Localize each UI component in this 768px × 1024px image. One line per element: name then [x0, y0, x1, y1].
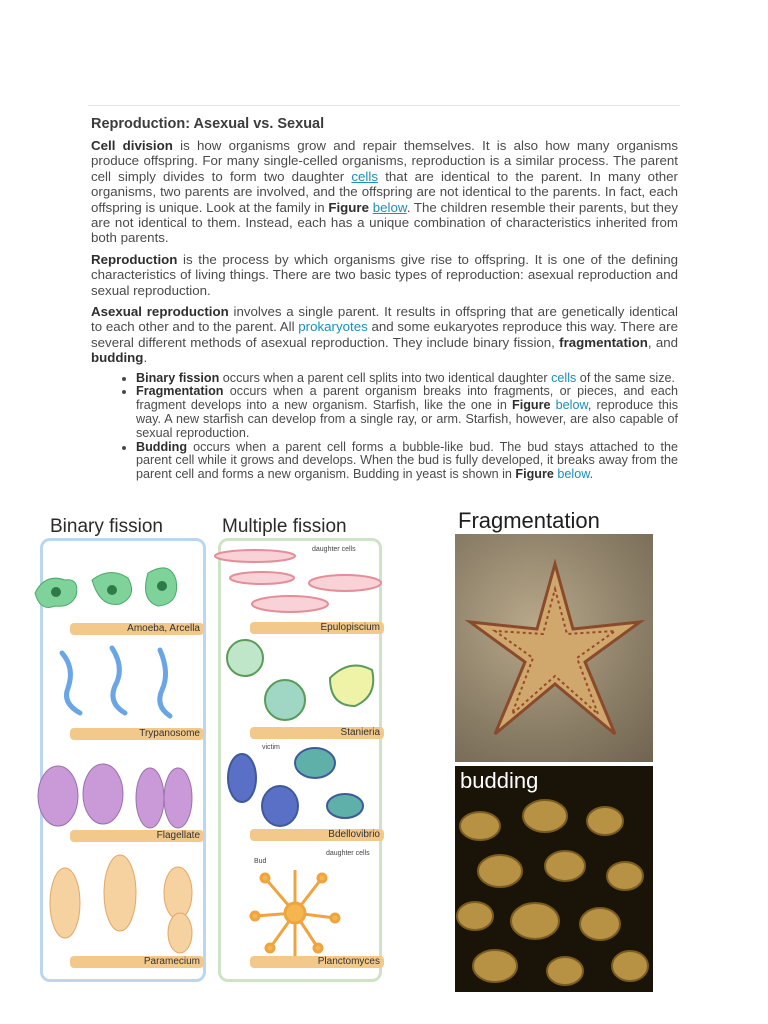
top-divider — [88, 105, 680, 106]
text: . — [143, 350, 148, 366]
annotation-daughter-cells: daughter cells — [312, 546, 356, 553]
bullet-term: Binary fission — [136, 370, 220, 385]
label-epulopiscium: Epulopiscium — [250, 622, 384, 634]
link-below[interactable]: below — [555, 398, 588, 413]
article — [91, 116, 678, 482]
bdellovibrio-drawing — [228, 748, 363, 826]
link-cells[interactable]: cells — [351, 168, 378, 184]
link-below[interactable]: below — [557, 467, 590, 482]
link-cells[interactable]: cells — [551, 370, 577, 385]
article-heading: Reproduction: Asexual vs. Sexual — [91, 116, 325, 132]
planctomyces-drawing — [251, 870, 339, 958]
term-budding: budding — [91, 350, 144, 366]
link-prokaryotes[interactable]: prokaryotes — [298, 319, 368, 335]
text: . — [589, 467, 594, 482]
bullet-term: Budding — [136, 439, 188, 454]
annotation-victim: victim — [262, 744, 280, 751]
paragraph-cell-division — [91, 138, 678, 246]
annotation-daughter-cells: daughter cells — [326, 850, 370, 857]
link-below[interactable]: below — [372, 199, 407, 215]
label-planctomyces: Planctomyces — [250, 956, 384, 968]
yeast-cells-icon — [455, 766, 653, 992]
starfish-icon — [455, 534, 653, 762]
paragraph-asexual — [91, 304, 678, 366]
text: is how organisms grow and repair themselves. It is also how many organisms produce offspring. For many single-celled organisms, reproduction is a similar process. The parent cell simply divides to form two daughter — [91, 138, 678, 184]
method-list — [91, 372, 678, 482]
list-item — [136, 441, 678, 482]
figure-ref: Figure — [515, 467, 554, 482]
list-item — [136, 385, 678, 440]
list-item — [136, 372, 678, 386]
term-asexual: Asexual reproduction — [91, 304, 229, 320]
text: , and — [647, 334, 678, 350]
starfish-photo — [455, 534, 653, 762]
paramecium-drawing — [50, 855, 192, 953]
text: occurs when a parent organism breaks into fragments, or pieces, and each fragment develops into a new organism. Starfish, like the one in — [136, 384, 678, 413]
trypanosome-drawing — [62, 648, 170, 716]
amoeba-drawing — [35, 568, 177, 608]
text: , reproduce this way. A new starfish can develop from a single ray, or arm. Starfish, however, are also capable of sexual reproduction. — [136, 398, 679, 440]
label-paramecium: Paramecium — [70, 956, 204, 968]
text: occurs when a parent cell forms a bubble-like bud. The bud stays attached to the parent cell while it grows and develops. When the bud is fully developed, it breaks away from the parent cell and forms a new organism. Budding in yeast is shown in — [136, 439, 678, 482]
text: and some eukaryotes reproduce this way. There are several different methods of asexual reproduction. They include binary fission, — [91, 319, 678, 350]
figure-ref: Figure — [512, 398, 551, 413]
text: that are identical to the parent. In many other organisms, two parents are involved, and the offspring are not identical to the parents. In fact, each offspring is unique. Look at the family in — [91, 168, 678, 215]
paragraph-reproduction — [91, 252, 678, 298]
text: . The children resemble their parents, but they are not identical to them. Instead, each has a unique combination of characteristics inherited from both parents. — [91, 199, 678, 246]
term-cell-division: Cell division — [91, 138, 173, 153]
flagellate-drawing — [38, 764, 192, 828]
label-amoeba: Amoeba, Arcella — [70, 623, 204, 635]
label-trypanosome: Trypanosome — [70, 728, 204, 740]
fragmentation-title: Fragmentation — [458, 508, 600, 533]
text: of the same size. — [576, 370, 676, 385]
binary-fission-title: Binary fission — [50, 516, 163, 537]
reproduction-figure — [0, 508, 768, 1024]
label-bdellovibrio: Bdellovibrio — [250, 829, 384, 841]
figure-ref: Figure — [328, 199, 369, 215]
label-flagellate: Flagellate — [70, 830, 204, 842]
label-stanieria: Stanieria — [250, 727, 384, 739]
term-fragmentation: fragmentation — [559, 334, 648, 350]
bullet-term: Fragmentation — [136, 384, 224, 399]
text: is the process by which organisms give rise to offspring. It is one of the defining characteristics of living things. There are two basic types of reproduction: asexual reproduction and sexual reproduction. — [91, 251, 678, 298]
term-reproduction: Reproduction — [91, 251, 178, 267]
budding-title: budding — [460, 768, 539, 793]
annotation-bud: Bud — [254, 858, 267, 865]
text: occurs when a parent cell splits into two identical daughter — [219, 370, 552, 385]
multiple-fission-title: Multiple fission — [222, 516, 347, 537]
stanieria-drawing — [227, 640, 373, 720]
text: involves a single parent. It results in offspring that are genetically identical to each other and to the parent. All — [91, 304, 678, 335]
epulopiscium-drawing — [215, 550, 381, 612]
yeast-budding-photo — [455, 766, 653, 992]
